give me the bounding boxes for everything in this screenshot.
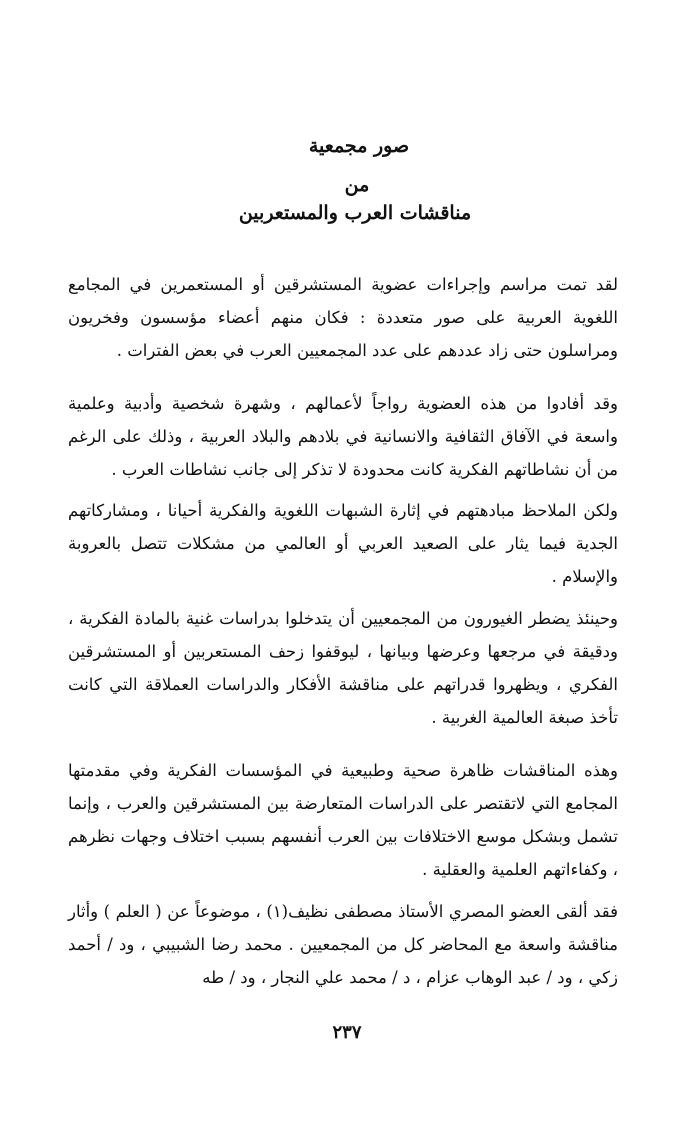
paragraph-5: وهذه المناقشات ظاهرة صحية وطبيعية في المؤسسات الفكرية وفي مقدمتها المجامع التي لاتقتصر على الدراسات المتعارضة بين المستشرقين والعرب ، وإنما تشمل وبشكل موسع الاختلافات بين العرب أنفسهم بسبب اختلاف وجهات نظرهم ، وكفاءاتهم العلمية والعقلية . — [68, 761, 618, 879]
chapter-subtitle: مناقشات العرب والمستعربين — [238, 202, 472, 224]
paragraph-1: لقد تمت مراسم وإجراءات عضوية المستشرقين أو المستعمرين في المجامع اللغوية العربية على صور متعددة : فكان منهم أعضاء مؤسسون وفخريون ومراسلون حتى زاد عددهم على عدد المجمعيين العرب في بعض الفترات . — [68, 275, 618, 360]
page-number: ٢٣٧ — [332, 1022, 362, 1043]
paragraph-3: ولكن الملاحظ مبادهتهم في إثارة الشبهات اللغوية والفكرية أحيانا ، ومشاركاتهم الجدية فيما يثار على الصعيد العربي أو العالمي من مشكلات تتصل بالعروبة والإسلام . — [68, 501, 618, 586]
paragraph-2: وقد أفادوا من هذه العضوية رواجاً لأعمالهم ، وشهرة شخصية وأدبية وعلمية واسعة في الآفاق الثقافية والانسانية في بلادهم والبلاد العربية ، وذلك على الرغم من أن نشاطاتهم الفكرية كانت محدودة لا تذكر إلى جانب نشاطات العرب . — [68, 394, 618, 479]
body-text — [68, 268, 618, 994]
chapter-title-connector: من — [344, 174, 370, 196]
paragraph-6: فقد ألقى العضو المصري الأستاذ مصطفى نظيف(١) ، موضوعاً عن ( العلم ) وأثار مناقشة واسعة مع المحاضر كل من المجمعيين . محمد رضا الشبيبي ، ود / أحمد زكي ، ود / عبد الوهاب عزام ، د / محمد علي النجار ، ود / طه — [68, 902, 618, 987]
paragraph-4: وحينئذ يضطر الغيورون من المجمعيين أن يتدخلوا بدراسات غنية بالمادة الفكرية ، ودقيقة في مرجعها وعرضها وبيانها ، ليوقفوا زحف المستعربين أو المستشرقين الفكري ، ويظهروا قدراتهم على مناقشة الأفكار والدراسات العملاقة التي كانت تأخذ صبغة العالمية الغربية . — [68, 609, 618, 727]
chapter-title: صور مجمعية — [308, 135, 410, 157]
